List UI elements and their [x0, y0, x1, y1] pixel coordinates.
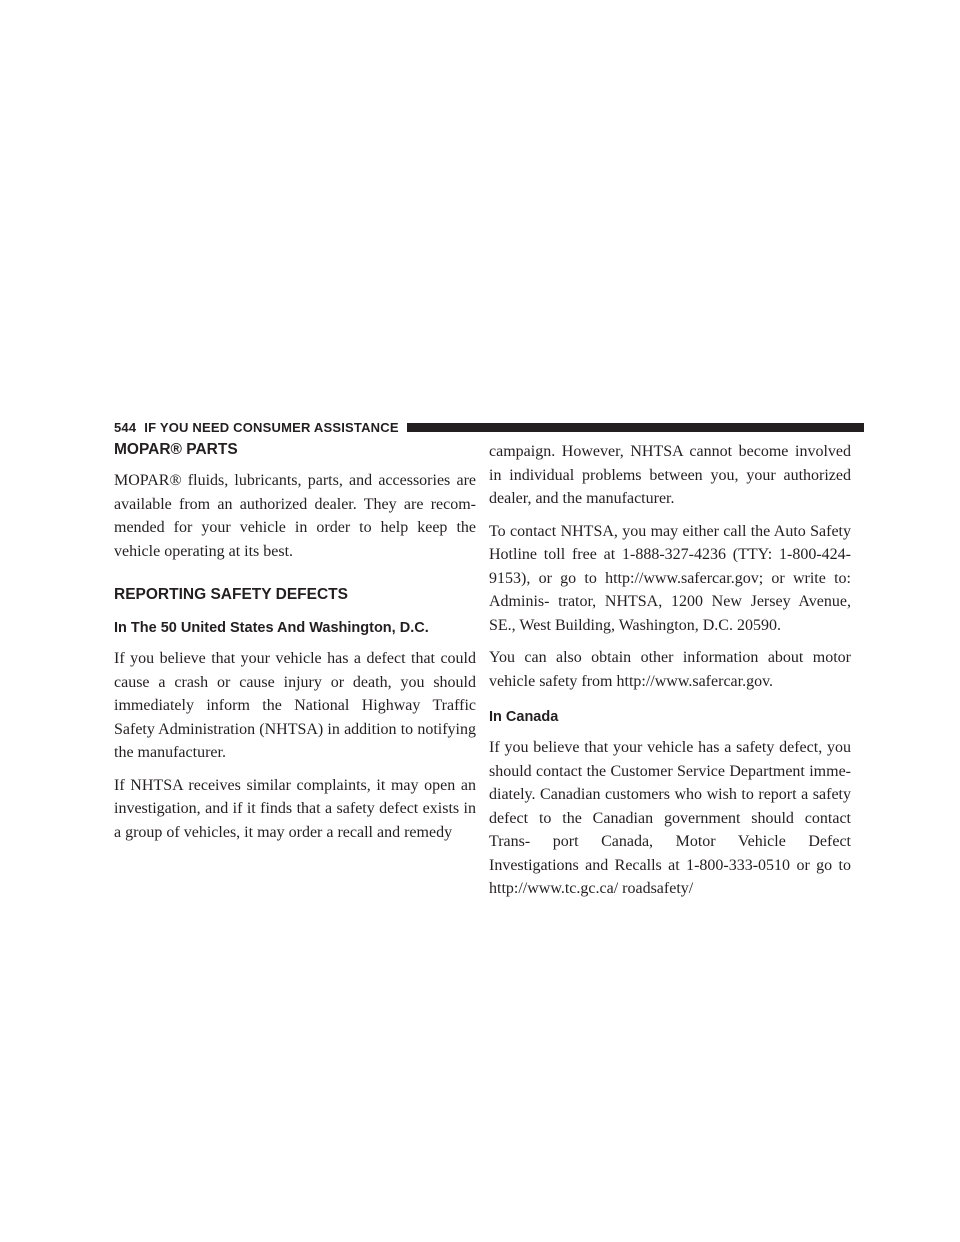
- in-canada-heading: In Canada: [489, 709, 559, 725]
- page-header: [114, 418, 864, 436]
- mopar-parts-heading: MOPAR® PARTS: [114, 441, 238, 458]
- continued-paragraph: campaign. However, NHTSA cannot become involved in individual problems between you, your authorized dealer, and the manufacturer.: [489, 443, 851, 507]
- section-title: IF YOU NEED CONSUMER ASSISTANCE: [144, 419, 399, 435]
- contact-nhtsa-paragraph: To contact NHTSA, you may either call the Auto Safety Hotline toll free at 1-888-327-4236 (TTY: 1-800-424- 9153), or go to http://www.safercar.gov; or write to: Adminis- trator, NHTSA, 1200 New Jersey Avenue, SE., West Building, Washington, D.C. 20590.: [489, 522, 851, 634]
- reporting-safety-defects-heading: REPORTING SAFETY DEFECTS: [114, 586, 348, 603]
- mopar-parts-text: MOPAR® fluids, lubricants, parts, and accessories are available from an authorized dealer. They are recom- mended for your vehicle in order to help keep the vehicle operating at its best.: [114, 472, 476, 560]
- right-column: [489, 440, 851, 901]
- header-rule: [407, 423, 864, 432]
- motor-safety-info-paragraph: You can also obtain other information about motor vehicle safety from http://www.safercar.gov.: [489, 649, 851, 690]
- canada-paragraph: If you believe that your vehicle has a safety defect, you should contact the Customer Service Department imme- diately. Canadian customers who wish to report a safety defect to the Canadian government should contact Trans- port Canada, Motor Vehicle Defect Investigations and Recalls at 1-800-333-0510 or go to http://www.tc.gc.ca/ roadsafety/: [489, 739, 851, 897]
- us-subheading: In The 50 United States And Washington, D.C.: [114, 620, 429, 636]
- us-paragraph-1: If you believe that your vehicle has a defect that could cause a crash or cause injury or death, you should immediately inform the National Highway Traffic Safety Administration (NHTSA) in addition to notifying the manufacturer.: [114, 650, 476, 761]
- left-column: [114, 440, 476, 844]
- us-paragraph-2: If NHTSA receives similar complaints, it may open an investigation, and if it finds that a safety defect exists in a group of vehicles, it may order a recall and remedy: [114, 776, 476, 841]
- page-number: 544: [114, 419, 137, 435]
